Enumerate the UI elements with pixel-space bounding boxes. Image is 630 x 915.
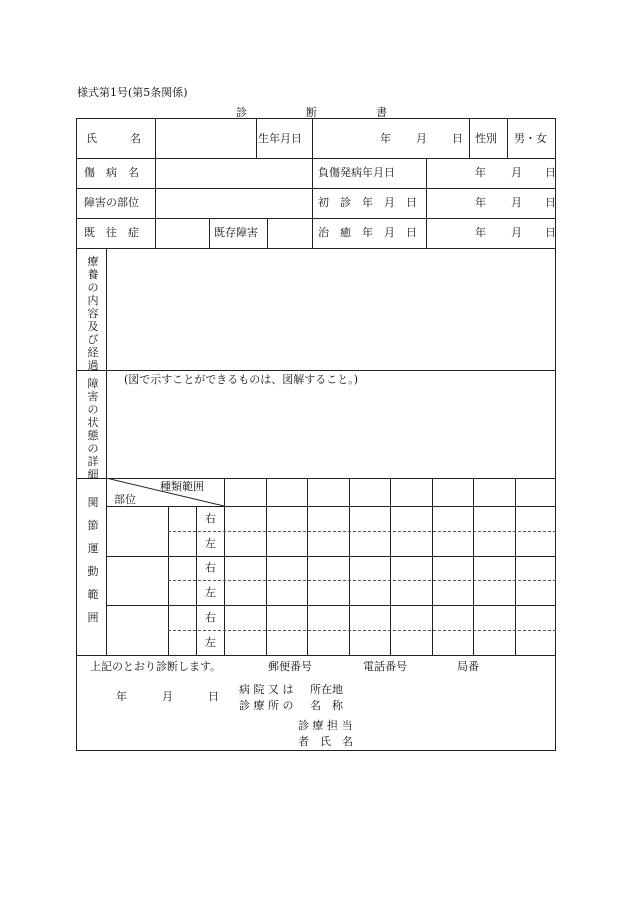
birth-day-unit: 日 [452,132,463,145]
issue-year-unit: 年 [116,690,127,703]
injury-date-label: 負傷発病年月日 [318,166,395,179]
diagnosis-statement: 上記のとおり診断します。 [90,660,222,673]
cell-divider [312,118,313,158]
birth-month-unit: 月 [416,132,427,145]
first-visit-label: 初 診 年 月 日 [318,196,417,209]
rom-label: 関 節 運 動 範 囲 [87,496,99,624]
doctor-label-line2: 者 氏 名 [298,735,353,748]
rom-left-label: 左 [205,537,216,550]
section-label-divider [106,248,107,655]
disease-field[interactable] [157,160,310,186]
row-divider [76,248,556,249]
disease-label: 傷 病 名 [84,166,139,179]
rom-column-divider [349,478,350,655]
rom-column-divider [515,478,516,655]
rom-row-divider [106,506,556,507]
rom-column-divider [390,478,391,655]
cure-date-label: 治 癒 年 月 日 [318,226,417,239]
cell-divider [469,118,470,158]
title-char-2: 断 [306,106,317,119]
condition-field[interactable] [108,390,554,476]
phone-number-label: 電話番号 [363,660,407,673]
rom-column-divider [473,478,474,655]
existing-disability-label: 既存障害 [214,226,258,239]
rom-column-divider [266,478,267,655]
cell-divider [155,158,156,248]
rom-right-label: 右 [205,512,216,525]
issue-day-unit: 日 [208,690,219,703]
title-char-3: 書 [376,106,387,119]
rom-left-label: 左 [205,586,216,599]
cell-divider [155,118,156,158]
exchange-label: 局番 [457,660,479,673]
name-label: 氏 名 [86,132,141,145]
rom-column-divider [224,478,225,655]
rom-dashed-divider [168,580,556,581]
cure-year-unit: 年 [475,226,486,239]
rom-row-divider [106,556,556,557]
medical-history-label: 既 往 症 [84,226,139,239]
hospital-label-line2: 診 療 所 の [239,699,294,712]
disability-site-label: 障害の部位 [84,196,139,209]
cell-divider [256,118,257,158]
condition-label: 障 害 の 状 態 の 詳 細 [87,377,99,481]
facility-name-label: 名 称 [310,699,343,712]
sex-option[interactable]: 男・女 [514,132,547,145]
rom-dashed-divider [168,630,556,631]
disability-site-field[interactable] [157,190,310,216]
injury-month-unit: 月 [511,166,522,179]
rom-left-label: 左 [205,636,216,649]
row-divider [76,188,556,189]
first-visit-month-unit: 月 [511,196,522,209]
condition-note: (図で示すことができるものは、図解すること。) [124,373,359,386]
address-label: 所在地 [310,683,343,696]
first-visit-day-unit: 日 [545,196,556,209]
cell-divider [209,218,210,248]
injury-year-unit: 年 [475,166,486,179]
rom-column-divider [307,478,308,655]
rom-site-header: 部位 [114,493,136,506]
row-divider [76,218,556,219]
first-visit-year-unit: 年 [475,196,486,209]
title-char-1: 診 [236,106,247,119]
form-caption: 様式第1号(第5条関係) [77,86,188,99]
hospital-label-line1: 病 院 又 は [239,683,294,696]
doctor-label-line1: 診 療 担 当 [298,719,353,732]
cell-divider [426,158,427,248]
birth-year-unit: 年 [380,132,391,145]
name-field[interactable] [157,120,254,156]
rom-type-range-header: 種類範囲 [160,480,204,493]
cell-divider [507,118,508,158]
cure-month-unit: 月 [511,226,522,239]
rom-dashed-divider [168,531,556,532]
rom-row-divider [106,605,556,606]
rom-right-label: 右 [205,611,216,624]
rom-right-label: 右 [205,561,216,574]
cell-divider [267,218,268,248]
injury-day-unit: 日 [545,166,556,179]
issue-month-unit: 月 [162,690,173,703]
rom-column-divider [432,478,433,655]
medical-history-field[interactable] [157,220,207,246]
existing-disability-field[interactable] [269,220,310,246]
row-divider [76,158,556,159]
row-divider [76,655,556,656]
treatment-field[interactable] [108,250,554,368]
cell-divider [312,158,313,248]
postal-code-label: 郵便番号 [268,660,312,673]
row-divider [76,370,556,371]
sex-label: 性別 [475,132,497,145]
birthdate-label: 生年月日 [258,132,302,145]
treatment-label: 療 養 の 内 容 及 び 経 過 [87,255,99,372]
cure-day-unit: 日 [545,226,556,239]
